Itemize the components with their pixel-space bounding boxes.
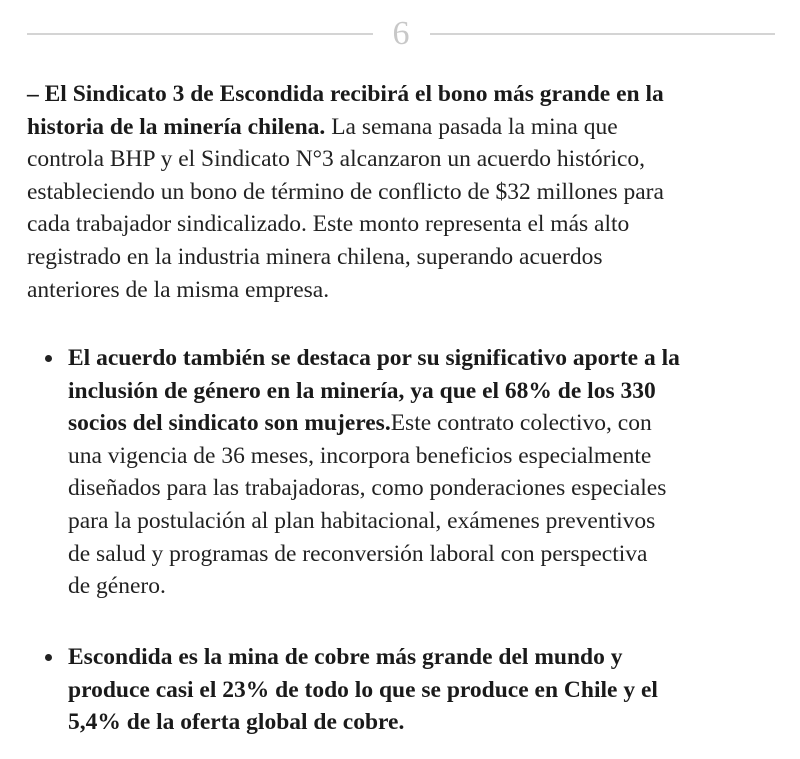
body-text: Este contrato colectivo, con xyxy=(390,410,652,437)
body-text: registrado en la industria minera chilena, superando acuerdos xyxy=(27,243,603,270)
bold-text: – El Sindicato 3 de Escondida recibirá el bono más grande en la xyxy=(27,81,664,107)
bold-text: Escondida es la mina de cobre más grande del mundo y xyxy=(68,644,623,670)
text-line xyxy=(68,706,658,739)
body-text: una vigencia de 36 meses, incorpora beneficios especialmente xyxy=(68,442,652,469)
text-line xyxy=(68,407,680,440)
divider-rule-left xyxy=(27,33,373,35)
text-line xyxy=(68,440,680,473)
text-line xyxy=(27,111,664,144)
news-paragraph xyxy=(27,78,664,306)
bold-text: historia de la minería chilena. xyxy=(27,113,326,140)
body-text: cada trabajador sindicalizado. Este monto representa el más alto xyxy=(27,211,630,238)
body-text: de género. xyxy=(68,573,166,600)
body-text: de salud y programas de reconversión laboral con perspectiva xyxy=(68,540,648,567)
body-text: estableciendo un bono de término de conflicto de $32 millones para xyxy=(27,178,664,205)
text-line xyxy=(68,342,680,375)
body-text: para la postulación al plan habitacional, exámenes preventivos xyxy=(68,507,656,534)
text-line xyxy=(68,505,680,538)
text-line xyxy=(27,78,664,111)
body-text: diseñados para las trabajadoras, como ponderaciones especiales xyxy=(68,475,667,502)
bold-text: socios del sindicato son mujeres. xyxy=(68,410,391,437)
bullet-icon xyxy=(45,355,52,362)
text-line xyxy=(27,274,664,307)
bullet-item xyxy=(68,641,658,739)
text-line xyxy=(27,241,664,274)
text-line xyxy=(68,570,680,603)
section-divider xyxy=(27,12,775,56)
section-number: 6 xyxy=(392,15,410,52)
text-line xyxy=(68,375,680,408)
text-line xyxy=(68,472,680,505)
text-line xyxy=(27,143,664,176)
body-text: La semana pasada la mina que xyxy=(325,113,618,140)
bold-text: produce casi el 23% de todo lo que se produce en Chile y el xyxy=(68,676,658,703)
divider-rule-right xyxy=(430,33,776,35)
body-text: controla BHP y el Sindicato N°3 alcanzaron un acuerdo histórico, xyxy=(27,146,646,173)
text-line xyxy=(68,538,680,571)
bold-text: El acuerdo también se destaca por su significativo aporte a la xyxy=(68,345,680,371)
text-line xyxy=(68,674,658,707)
text-line xyxy=(68,641,658,674)
bold-text: inclusión de género en la minería, ya que el 68% de los 330 xyxy=(68,377,656,404)
bold-text: 5,4% de la oferta global de cobre. xyxy=(68,709,405,736)
body-text: anteriores de la misma empresa. xyxy=(27,276,330,303)
text-line xyxy=(27,208,664,241)
bullet-icon xyxy=(45,654,52,661)
text-line xyxy=(27,176,664,209)
bullet-item xyxy=(68,342,680,603)
